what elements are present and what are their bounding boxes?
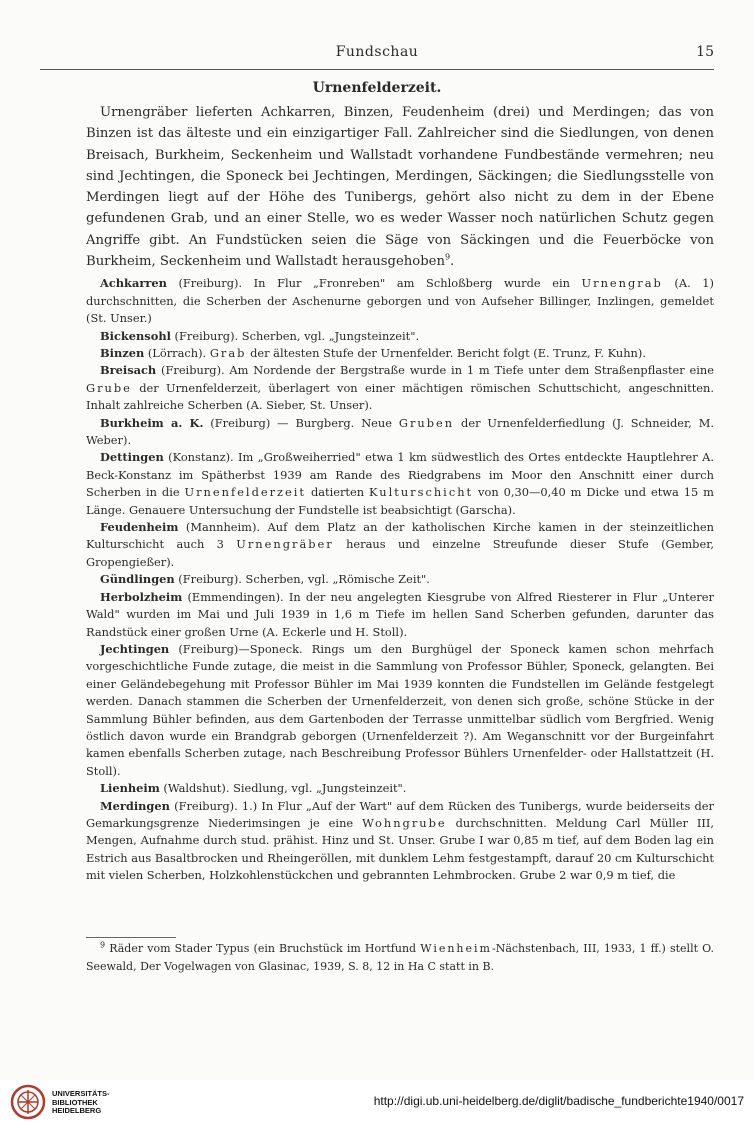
place-name: Breisach	[100, 363, 157, 378]
entry-text: der Urnenfelderfiedlung (J. Schneider, M. Weber).	[86, 415, 714, 448]
entry-jechtingen	[86, 641, 714, 780]
library-line: BIBLIOTHEK	[52, 1097, 98, 1107]
place-name: Merdingen	[100, 798, 170, 813]
entry-text: (Lörrach).	[144, 346, 210, 360]
entry-bickensohl	[86, 328, 714, 345]
entry-text: (Freiburg). 1.) In Flur „Auf der Wart" auf dem Rücken des Tunibergs, wurde beiderseits der Gemarkungsgrenze Niederimsingen je eine	[86, 798, 714, 830]
running-head	[40, 44, 714, 68]
footer-bar	[0, 1080, 754, 1122]
entry-achkarren	[86, 275, 714, 327]
entry-text: (A. 1) durchschnitten, die Scherben der Aschenurne geborgen und von Aufseher Billinger, Inzlingen, gemeldet (St. Unser.)	[86, 276, 714, 326]
entry-text: (Freiburg). Am Nordende der Bergstraße wurde in 1 m Tiefe unter dem Straßenpflaster eine	[156, 363, 714, 378]
footnote-text: Räder vom Stader Typus (ein Bruchstück im Hortfund	[105, 942, 421, 955]
library-name	[52, 1090, 110, 1116]
entry-burkheim	[86, 415, 714, 450]
place-name: Dettingen	[100, 450, 164, 465]
place-name: Bickensohl	[100, 328, 171, 343]
entry-text: der Urnenfelderzeit, überlagert von einer mächtigen römischen Schuttschicht, angeschnitten. Inhalt zahlreiche Scherben (A. Sieber, St. Unser).	[86, 380, 714, 413]
library-line: UNIVERSITÄTS-	[52, 1089, 110, 1098]
page-number: 15	[696, 44, 714, 60]
spaced-term: Wienheim	[420, 942, 492, 955]
article-body	[86, 102, 714, 885]
entry-binzen	[86, 345, 714, 362]
place-name: Burkheim a. K.	[100, 415, 204, 430]
entry-text: (Freiburg). Scherben, vgl. „Jungsteinzeit".	[170, 328, 420, 343]
entry-text: (Mannheim). Auf dem Platz an der katholischen Kirche kamen in der steinzeitlichen Kulturschicht auch 3	[86, 520, 714, 552]
entry-text: von 0,30—0,40 m Dicke und etwa 15 m Länge. Genauere Untersuchung der Fundstelle ist beabsichtigt (Garscha).	[86, 485, 714, 517]
footnote	[86, 940, 714, 975]
entry-text: (Freiburg)—Sponeck. Rings um den Burghügel der Sponeck kamen schon mehrfach vorgeschichtliche Funde zutage, die meist in die Sammlung von Professor Bühler, Sponeck, gelangten. Bei einer Geländebegehung mit Professor Bühler im Mai 1939 konnten die Fundstellen im Gelände festgelegt werden. Danach stammen die Scherben der Urnenfelderzeit, von denen sich große, schöne Stücke in der Sammlung Bühler befinden, aus dem Gartenboden der Terrasse unmittelbar südlich vom Bergfried. Wenig östlich davon wurde ein Brandgrab geborgen (Urnenfelderzeit ?). Am Weganschnitt vor der Burgeinfahrt kamen ebenfalls Scherben zutage, nach Beschreibung Professor Bühlers Urnenfelder- oder Hallstattzeit (H. Stoll).	[86, 641, 714, 778]
entry-text: (Konstanz). Im „Großweiherried" etwa 1 km südwestlich des Ortes entdeckte Hauptlehrer A. Beck-Konstanz im Spätherbst 1939 am Rande des Riedgrabens im Moor den Anschnitt einer durch Scherben in die	[86, 450, 714, 500]
entry-text: heraus und einzelne Streufunde dieser Stufe (Gember, Gropengießer).	[86, 537, 715, 569]
section-title: Urnenfelderzeit.	[312, 80, 442, 96]
entry-guendlingen	[86, 571, 714, 588]
intro-end: .	[450, 254, 455, 270]
spaced-term: Urnengräber	[236, 537, 334, 552]
footnote-ref[interactable]: 9	[444, 252, 451, 262]
place-name: Gündlingen	[100, 572, 175, 587]
place-name: Lienheim	[100, 781, 160, 796]
entry-text: (Waldshut). Siedlung, vgl. „Jungsteinzeit".	[159, 781, 407, 796]
running-title: Fundschau	[335, 44, 419, 60]
entry-text: (Emmendingen). In der neu angelegten Kiesgrube von Alfred Riesterer in Flur „Unterer Wald" wurden im Mai und Juli 1939 in 1,6 m Tiefe im hellen Sand Scherben gefunden, darunter das Randstück einer großen Urne (A. Eckerle und H. Stoll).	[86, 589, 714, 639]
spaced-term: Wohngrube	[362, 815, 447, 830]
intro-text: Urnengräber lieferten Achkarren, Binzen, Feudenheim (drei) und Merdingen; das von Binzen ist das älteste und ein einzigartiger Fall. Zahlreicher sind die Siedlungen, von denen Breisach, Burkheim, Seckenheim und Wallstadt vorhandene Fundbestände vermehren; neu sind Jechtingen, die Sponeck bei Jechtingen, Merdingen, Säckingen; die Siedlungsstelle von Merdingen liegt auf der Höhe des Tunibergs, gehört also nicht zu dem in der Ebene gefundenen Grab, und an einer Stelle, wo es weder Wasser noch natürlichen Schutz gegen Angriffe gibt. An Fundstücken seien die Säge von Säckingen und die Feuerböcke von Burkheim, Seckenheim und Wallstadt herausgehoben	[86, 105, 714, 270]
footnote-rule	[86, 937, 176, 938]
spaced-term: Urnenfelderzeit	[184, 485, 307, 500]
entry-text: datierten	[306, 485, 370, 500]
spaced-term: Kulturschicht	[369, 485, 474, 500]
entry-breisach	[86, 362, 714, 414]
entry-feudenheim	[86, 519, 714, 571]
entry-text: (Freiburg) — Burgberg. Neue	[203, 415, 399, 430]
footnote-number: 9	[100, 940, 106, 950]
entry-herbolzheim	[86, 589, 714, 641]
entry-text: der ältesten Stufe der Urnenfelder. Bericht folgt (E. Trunz, F. Kuhn).	[246, 346, 646, 360]
entry-merdingen	[86, 798, 714, 885]
entry-text: (Freiburg). In Flur „Fronreben" am Schloßberg wurde ein	[166, 276, 582, 291]
entry-text: (Freiburg). Scherben, vgl. „Römische Zeit".	[174, 572, 430, 587]
spaced-term: Grab	[209, 346, 247, 360]
intro-paragraph	[86, 102, 714, 272]
university-seal-icon	[10, 1084, 46, 1120]
place-name: Achkarren	[100, 276, 167, 291]
header-rule	[40, 69, 714, 70]
place-name: Jechtingen	[100, 641, 170, 656]
spaced-term: Urnengrab	[581, 276, 663, 291]
entry-text: durchschnitten. Meldung Carl Müller III, Mengen, Aufnahme durch stud. prähist. Hinz und St. Unser. Grube I war 0,85 m tief, auf dem Boden lag ein Estrich aus Basaltbrocken und Rheingeröllen, mit dunklem Lehm festgestampft, darauf 20 cm Kulturschicht mit vielen Scherben, Holzkohlenstückchen und gebrannten Lehmbrocken. Grube 2 war 0,9 m tief, die	[86, 815, 714, 883]
source-url-link[interactable]: http://digi.ub.uni-heidelberg.de/diglit/badische_fundberichte1940/0017	[373, 1094, 744, 1108]
entry-lienheim	[86, 780, 714, 797]
spaced-term: Grube	[86, 380, 132, 395]
place-name: Herbolzheim	[100, 589, 183, 604]
library-line: HEIDELBERG	[52, 1106, 102, 1115]
footnote-text: -Nächstenbach, III, 1933, 1 ff.) stellt O. Seewald, Der Vogelwagen von Glasinac, 1939, S. 8, 12 in Ha C statt in B.	[86, 942, 715, 973]
place-name: Binzen	[100, 346, 145, 360]
spaced-term: Gruben	[398, 415, 455, 430]
entry-dettingen	[86, 449, 714, 519]
place-name: Feudenheim	[100, 520, 179, 535]
